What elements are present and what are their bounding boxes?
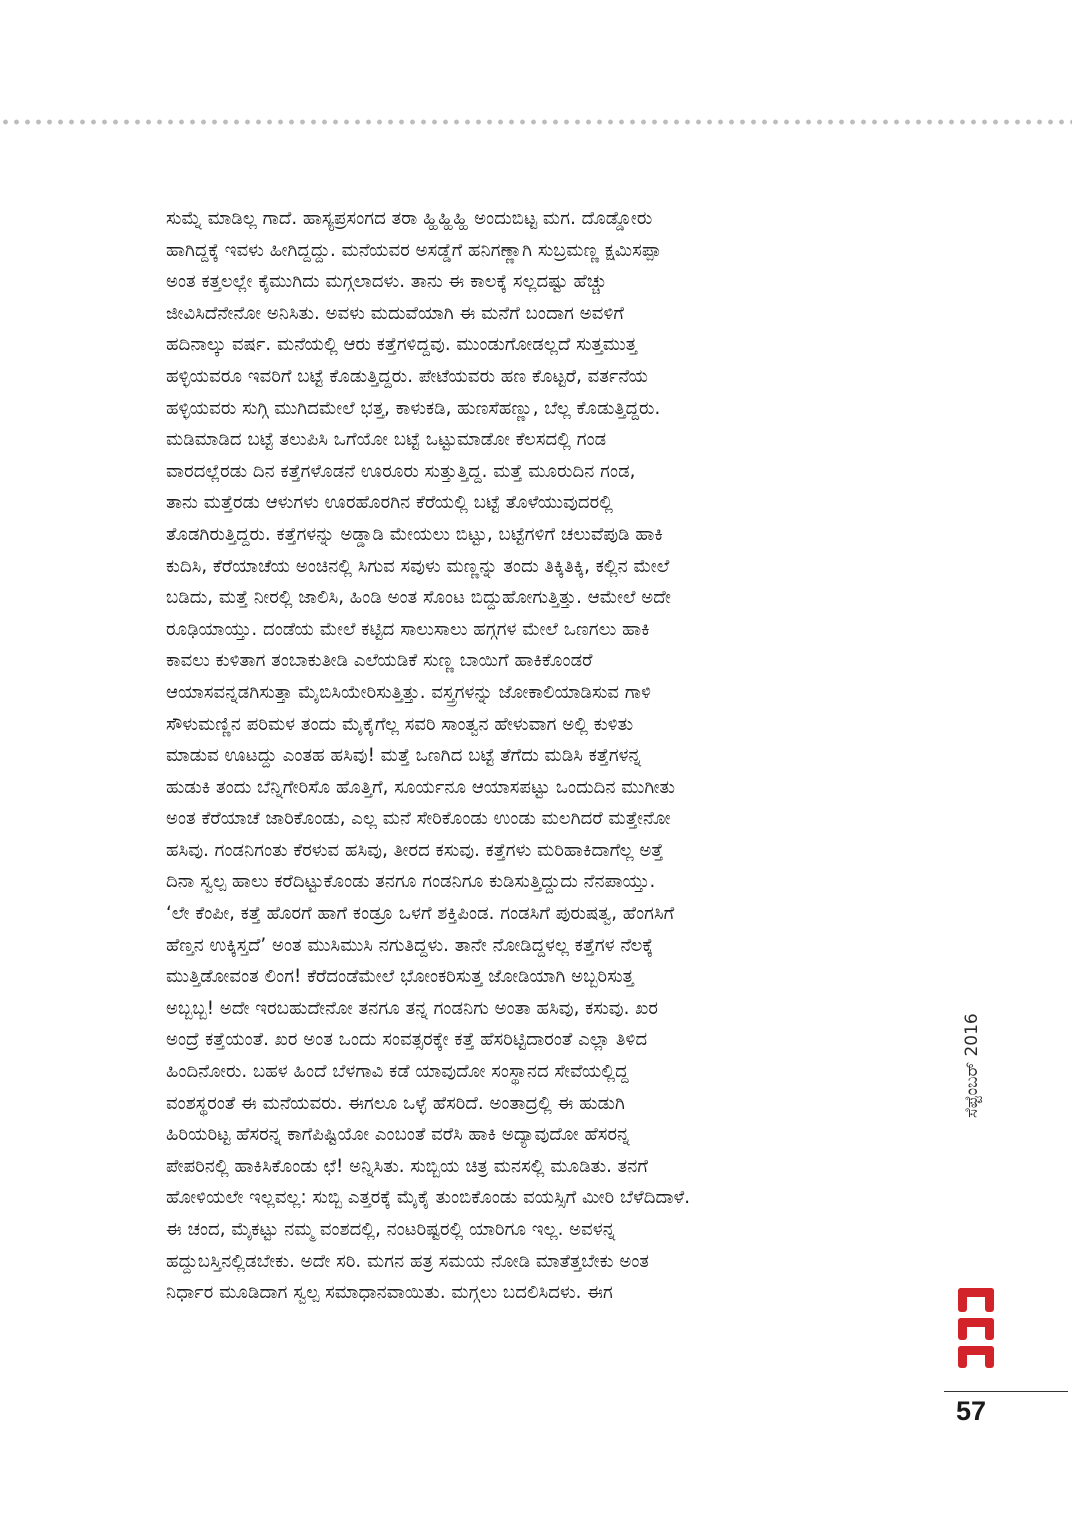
- article-line: ತೊಡಗಿರುತ್ತಿದ್ದರು. ಕತ್ತೆಗಳನ್ನು ಅಡ್ಡಾಡಿ ಮೇಯಲು ಬಿಟ್ಟು, ಬಟ್ಟೆಗಳಿಗೆ ಚಲುವೆಪುಡಿ ಹಾಕಿ: [166, 523, 663, 545]
- article-line: ಹದಿನಾಲ್ಕು ವರ್ಷ. ಮನೆಯಲ್ಲಿ ಆರು ಕತ್ತೆಗಳಿದ್ದವು. ಮುಂಡುಗೋಡಲ್ಲದೆ ಸುತ್ತಮುತ್ತ: [166, 334, 637, 356]
- article-line: ಹದ್ದುಬಸ್ತಿನಲ್ಲಿಡಬೇಕು. ಅದೇ ಸರಿ. ಮಗನ ಹತ್ರ ಸಮಯ ನೋಡಿ ಮಾತೆತ್ತಬೇಕು ಅಂತ: [166, 1250, 650, 1272]
- page-number: 57: [956, 1396, 987, 1426]
- article-line: ಮುತ್ತಿಡೋವಂತ ಲಿಂಗ! ಕೆರೆದಂಡೆಮೇಲೆ ಭೋಂಕರಿಸುತ್ತ ಜೋಡಿಯಾಗಿ ಅಬ್ಬರಿಸುತ್ತ: [166, 966, 634, 988]
- article-line: ಹುಡುಕಿ ತಂದು ಬೆನ್ನಿಗೇರಿಸೊ ಹೊತ್ತಿಗೆ, ಸೂರ್ಯನೂ ಆಯಾಸಪಟ್ಟು ಒಂದುದಿನ ಮುಗೀತು: [166, 776, 675, 798]
- article-line: ಪೇಪರಿನಲ್ಲಿ ಹಾಕಿಸಿಕೊಂಡು ಛೆ! ಅನ್ನಿಸಿತು. ಸುಬ್ಬಿಯ ಚಿತ್ರ ಮನಸಲ್ಲಿ ಮೂಡಿತು. ತನಗೆ: [166, 1155, 648, 1177]
- article-line: ಈ ಚಂದ, ಮೈಕಟ್ಟು ನಮ್ಮ ವಂಶದಲ್ಲಿ, ನಂಟರಿಷ್ಟರಲ್ಲಿ ಯಾರಿಗೂ ಇಲ್ಲ. ಅವಳನ್ನ: [166, 1219, 616, 1240]
- article-line: ಅಂತ ಕೆರೆಯಾಚೆ ಜಾರಿಕೊಂಡು, ಎಲ್ಲ ಮನೆ ಸೇರಿಕೊಂಡು ಉಂಡು ಮಲಗಿದರೆ ಮತ್ತೇನೋ: [166, 808, 671, 830]
- article-body: [166, 203, 926, 1309]
- issue-date: ಸೆಪ್ಟೆಂಬರ್ 2016: [962, 1013, 982, 1118]
- article-line: ಕಾವಲು ಕುಳಿತಾಗ ತಂಬಾಕುತೀಡಿ ಎಲೆಯಡಿಕೆ ಸುಣ್ಣ ಬಾಯಿಗೆ ಹಾಕಿಕೊಂಡರೆ: [166, 650, 593, 672]
- article-line: ಅಂತ ಕತ್ತಲಲ್ಲೇ ಕೈಮುಗಿದು ಮಗ್ಗಲಾದಳು. ತಾನು ಈ ಕಾಲಕ್ಕೆ ಸಲ್ಲದಷ್ಟು ಹೆಚ್ಚು: [166, 271, 607, 293]
- article-line: ಹೋಳಿಯಲೇ ಇಲ್ಲವಲ್ಲ: ಸುಬ್ಬಿ ಎತ್ತರಕ್ಕೆ ಮೈಕೈ ತುಂಬಿಕೊಂಡು ವಯಸ್ಸಿಗೆ ಮೀರಿ ಬೆಳೆದಿದಾಳೆ.: [166, 1187, 691, 1209]
- article-line: ಸೌಳುಮಣ್ಣಿನ ಪರಿಮಳ ತಂದು ಮೈಕೈಗೆಲ್ಲ ಸವರಿ ಸಾಂತ್ವನ ಹೇಳುವಾಗ ಅಲ್ಲಿ ಕುಳಿತು: [166, 713, 634, 735]
- article-line: ಹೆಣ್ತನ ಉಕ್ಕಿಸ್ತದೆ’ ಅಂತ ಮುಸಿಮುಸಿ ನಗುತಿದ್ದಳು. ತಾನೇ ನೋಡಿದ್ದಳಲ್ಲ ಕತ್ತೆಗಳ ನೆಲಕ್ಕೆ: [166, 934, 654, 956]
- article-line: ಹಸಿವು. ಗಂಡನಿಗಂತು ಕೆರಳುವ ಹಸಿವು, ತೀರದ ಕಸುವು. ಕತ್ತೆಗಳು ಮರಿಹಾಕಿದಾಗೆಲ್ಲ ಅತ್ತೆ: [166, 839, 664, 861]
- magazine-logo: [954, 1282, 998, 1374]
- article-line: ಹಿಂದಿನೋರು. ಬಹಳ ಹಿಂದೆ ಬೆಳಗಾವಿ ಕಡೆ ಯಾವುದೋ ಸಂಸ್ಥಾನದ ಸೇವೆಯಲ್ಲಿದ್ದ: [166, 1061, 629, 1083]
- article-line: ‘ಲೇ ಕೆಂಪೀ, ಕತ್ತೆ ಹೊರಗೆ ಹಾಗೆ ಕಂಡ್ರೂ ಒಳಗೆ ಶಕ್ತಿಪಿಂಡ. ಗಂಡಸಿಗೆ ಪುರುಷತ್ವ, ಹೆಂಗಸಿಗೆ: [166, 903, 675, 925]
- article-line: ನಿರ್ಧಾರ ಮೂಡಿದಾಗ ಸ್ವಲ್ಪ ಸಮಾಧಾನವಾಯಿತು. ಮಗ್ಗಲು ಬದಲಿಸಿದಳು. ಈಗ: [166, 1282, 613, 1304]
- article-line: ತಾನು ಮತ್ತೆರಡು ಆಳುಗಳು ಊರಹೊರಗಿನ ಕೆರೆಯಲ್ಲಿ ಬಟ್ಟೆ ತೊಳೆಯುವುದರಲ್ಲಿ: [166, 492, 613, 514]
- article-line: ಮಾಡುವ ಊಟದ್ದು ಎಂತಹ ಹಸಿವು! ಮತ್ತೆ ಒಣಗಿದ ಬಟ್ಟೆ ತೆಗೆದು ಮಡಿಸಿ ಕತ್ತೆಗಳನ್ನ: [166, 745, 642, 767]
- article-line: ಹಳ್ಳಿಯವರು ಸುಗ್ಗಿ ಮುಗಿದಮೇಲೆ ಭತ್ತ, ಕಾಳುಕಡಿ, ಹುಣಸೆಹಣ್ಣು, ಬೆಲ್ಲ ಕೊಡುತ್ತಿದ್ದರು.: [166, 397, 661, 419]
- article-line: ಆಯಾಸವನ್ನಡಗಿಸುತ್ತಾ ಮೈಬಿಸಿಯೇರಿಸುತ್ತಿತ್ತು. ವಸ್ತ್ರಗಳನ್ನು ಜೋಕಾಲಿಯಾಡಿಸುವ ಗಾಳಿ: [166, 681, 652, 703]
- article-line: ರೂಢಿಯಾಯ್ತು. ದಂಡೆಯ ಮೇಲೆ ಕಟ್ಟಿದ ಸಾಲುಸಾಲು ಹಗ್ಗಗಳ ಮೇಲೆ ಒಣಗಲು ಹಾಕಿ: [166, 618, 650, 640]
- article-line: ಹಾಗಿದ್ದಕ್ಕೆ ಇವಳು ಹೀಗಿದ್ದದ್ದು. ಮನೆಯವರ ಅಸಡ್ಡೆಗೆ ಹನಿಗಣ್ಣಾಗಿ ಸುಬ್ರಮಣ್ಣ ಕ್ಷಮಿಸಪ್ಪಾ: [166, 239, 662, 261]
- article-line: ಮಡಿಮಾಡಿದ ಬಟ್ಟೆ ತಲುಪಿಸಿ ಒಗೆಯೋ ಬಟ್ಟೆ ಒಟ್ಟುಮಾಡೋ ಕೆಲಸದಲ್ಲಿ ಗಂಡ: [166, 429, 607, 451]
- article-line: ಸುಮ್ನೆ ಮಾಡಿಲ್ಲ ಗಾದೆ. ಹಾಸ್ಯಪ್ರಸಂಗದ ತರಾ ಹ್ಹಿಹ್ಹಿಹ್ಹಿ ಅಂದುಬಿಟ್ಟ ಮಗ. ದೊಡ್ಡೋರು: [166, 208, 653, 229]
- article-line: ಬಡಿದು, ಮತ್ತೆ ನೀರಲ್ಲಿ ಜಾಲಿಸಿ, ಹಿಂಡಿ ಅಂತ ಸೊಂಟ ಬಿದ್ದುಹೋಗುತ್ತಿತ್ತು. ಆಮೇಲೆ ಅದೇ: [166, 587, 671, 609]
- article-line: ವಂಶಸ್ಥರಂತೆ ಈ ಮನೆಯವರು. ಈಗಲೂ ಒಳ್ಳೆ ಹೆಸರಿದೆ. ಅಂತಾದ್ರಲ್ಲಿ ಈ ಹುಡುಗಿ: [166, 1092, 625, 1114]
- article-line: ಜೀವಿಸಿದೆನೇನೋ ಅನಿಸಿತು. ಅವಳು ಮದುವೆಯಾಗಿ ಈ ಮನೆಗೆ ಬಂದಾಗ ಅವಳಿಗೆ: [166, 302, 624, 324]
- mayura-logo-icon: [954, 1282, 998, 1374]
- article-line: ದಿನಾ ಸ್ವಲ್ಪ ಹಾಲು ಕರೆದಿಟ್ಟುಕೊಂಡು ತನಗೂ ಗಂಡನಿಗೂ ಕುಡಿಸುತ್ತಿದ್ದುದು ನೆನಪಾಯ್ತು.: [166, 871, 656, 893]
- article-line: ವಾರದಲ್ಲೆರಡು ದಿನ ಕತ್ತೆಗಳೊಡನೆ ಊರೂರು ಸುತ್ತುತ್ತಿದ್ದ. ಮತ್ತೆ ಮೂರುದಿನ ಗಂಡ,: [166, 460, 636, 482]
- article-line: ಹಿರಿಯರಿಟ್ಟ ಹೆಸರನ್ನ ಕಾಗೆಪಿಷ್ಟಿಯೋ ಎಂಬಂತೆ ವರೆಸಿ ಹಾಕಿ ಅದ್ಯಾವುದೋ ಹೆಸರನ್ನ: [166, 1124, 630, 1146]
- dotted-header-rule: [0, 118, 1072, 126]
- folio-rule: [944, 1391, 1068, 1392]
- article-line: ಕುದಿಸಿ, ಕೆರೆಯಾಚೆಯ ಅಂಚಿನಲ್ಲಿ ಸಿಗುವ ಸವುಳು ಮಣ್ಣನ್ನು ತಂದು ತಿಕ್ಕಿತಿಕ್ಕಿ, ಕಲ್ಲಿನ ಮೇಲೆ: [166, 555, 670, 577]
- article-line: ಅಂದ್ರೆ ಕತ್ತೆಯಂತೆ. ಖರ ಅಂತ ಒಂದು ಸಂವತ್ಸರಕ್ಕೇ ಕತ್ತೆ ಹೆಸರಿಟ್ಟಿದಾರಂತೆ ಎಲ್ಲಾ ತಿಳಿದ: [166, 1029, 648, 1051]
- article-line: ಅಬ್ಬಬ್ಬ! ಅದೇ ಇರಬಹುದೇನೋ ತನಗೂ ತನ್ನ ಗಂಡನಿಗು ಅಂತಾ ಹಸಿವು, ಕಸುವು. ಖರ: [166, 997, 658, 1019]
- article-line: ಹಳ್ಳಿಯವರೂ ಇವರಿಗೆ ಬಟ್ಟೆ ಕೊಡುತ್ತಿದ್ದರು. ಪೇಟೆಯವರು ಹಣ ಕೊಟ್ಟರೆ, ವರ್ತನೆಯ: [166, 365, 649, 387]
